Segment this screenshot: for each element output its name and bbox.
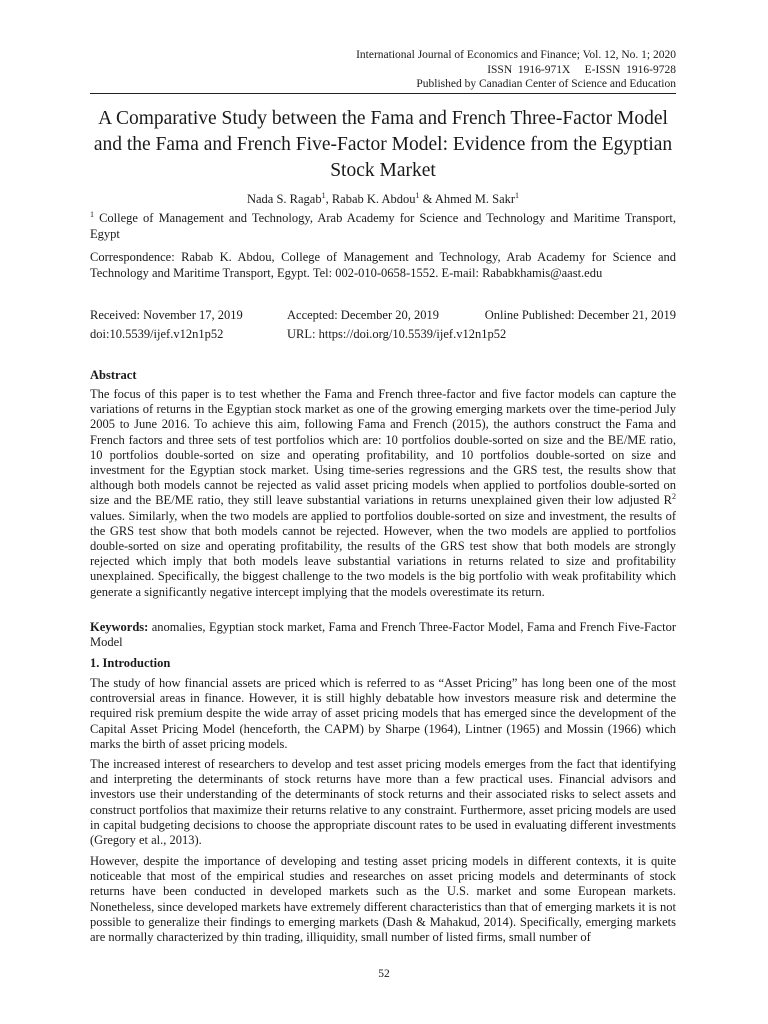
intro-paragraph-3: However, despite the importance of developing and testing asset pricing models in different contexts, it is quite noticeable that most of the empirical studies and researches on asset pricing models and determinants of stock returns have been conducted in developed markets such as the U.S. market and some European markets. Nonetheless, since developed markets have extremely different characteristics than that of emerging markets it is not possible to generalize their findings to emerging markets (Dash & Mahakud, 2014). Specifically, emerging markets are normally characterized by thin trading, illiquidity, small number of listed firms, small number of (90, 854, 676, 945)
published-date: Online Published: December 21, 2019 (484, 308, 676, 322)
abstract-part-1: The focus of this paper is to test whether the Fama and French three-factor and five factor models can capture the variations of returns in the Egyptian stock market as one of the growing emerging markets over the time-period July 2005 to June 2016. To achieve this aim, following Fama and French (2015), the authors construct the Fama and French factors and three sets of test portfolios which are: 10 portfolios double-sorted on size and the BE/ME ratio, 10 portfolios double-sorted on size and operating profitability, and 10 portfolios double-sorted on size and investment for the Egyptian stock market. Using time-series regressions and the GRS test, the results show that although both models cannot be rejected as valid asset pricing models when applied to portfolios double-sorted on size and the BE/ME ratio, they still leave substantial variations in returns unexplained given their low adjusted R (90, 387, 676, 508)
keywords-text: anomalies, Egyptian stock market, Fama and French Three-Factor Model, Fama and French Five-Factor Model (90, 620, 676, 650)
affiliation-text: College of Management and Technology, Arab Academy for Science and Technology and Maritime Transport, Egypt (90, 211, 676, 241)
author-separator: , (325, 192, 332, 206)
journal-header (356, 48, 676, 92)
abstract-heading: Abstract (90, 368, 137, 382)
publication-dates (90, 307, 676, 345)
journal-name: International Journal of Economics and Finance; Vol. 12, No. 1; 2020 (356, 49, 676, 61)
author-1-affil-marker: 1 (321, 190, 326, 200)
journal-issn: ISSN 1916-971X E-ISSN 1916-9728 (487, 63, 676, 76)
received-date: Received: November 17, 2019 (90, 308, 243, 322)
doi-url-link[interactable]: URL: https://doi.org/10.5539/ijef.v12n1p52 (287, 327, 507, 341)
accepted-date: Accepted: December 20, 2019 (287, 308, 440, 322)
page-number: 52 (378, 968, 390, 980)
journal-publisher: Published by Canadian Center of Science and Education (416, 78, 676, 90)
r-squared-superscript: 2 (672, 492, 676, 502)
correspondence: Correspondence: Rabab K. Abdou, College of Management and Technology, Arab Academy for Science and Technology and Maritime Transport, Egypt. Tel: 002-010-0658-1552. E-mail: Rababkhamis@aast.edu (90, 250, 676, 280)
abstract-text (90, 387, 676, 600)
author-2-affil-marker: 1 (415, 190, 420, 200)
author-separator-amp: & (419, 192, 435, 206)
author-2: Rabab K. Abdou (331, 192, 416, 206)
keywords-label: Keywords: (90, 620, 149, 634)
keywords (90, 620, 676, 650)
intro-paragraph-1: The study of how financial assets are priced which is referred to as “Asset Pricing” has long been one of the most controversial areas in finance. However, it is still highly debatable how investors measure risk and determine the required risk premium despite the wide array of asset pricing models that has emerged since the development of the Capital Asset Pricing Model (henceforth, the CAPM) by Sharpe (1964), Lintner (1965) and Mossin (1966) which marks the birth of asset pricing models. (90, 676, 676, 751)
abstract-part-2: values. Similarly, when the two models are applied to portfolios double-sorted on size and investment, the results of the GRS test show that both models cannot be rejected. However, when the two models are applied to portfolios double-sorted on size and operating profitability, the results of the GRS test show that both models are strongly rejected which imply that both models leave substantial variations in returns related to size and profitability unexplained. Specifically, the biggest challenge to the two models is the big portfolio with weak profitability which generate a significantly negative intercept implying that the models overestimate its return. (90, 508, 676, 599)
author-1: Nada S. Ragab (246, 192, 322, 206)
affiliation (90, 211, 676, 242)
introduction-heading: 1. Introduction (90, 656, 171, 670)
paper-title: A Comparative Study between the Fama and French Three-Factor Model and the Fama and French Five-Factor Model: Evidence from the Egyptian Stock Market (93, 108, 673, 181)
author-3-affil-marker: 1 (515, 190, 520, 200)
header-rule (90, 93, 676, 94)
affiliation-marker: 1 (90, 209, 94, 219)
author-3: Ahmed M. Sakr (434, 192, 516, 206)
intro-paragraph-2: The increased interest of researchers to develop and test asset pricing models emerges from the fact that identifying and interpreting the determinants of stock returns have more than a few practical uses. Financial advisors and investors use their understanding of the determinants of stock returns and their associated risks to select assets and construct portfolios that maximize their returns relative to any constraint. Furthermore, asset pricing models are used in capital budgeting decisions to choose the appropriate discount rates to be used in evaluating different investments (Gregory et al., 2013). (90, 757, 676, 848)
doi: doi:10.5539/ijef.v12n1p52 (90, 327, 224, 341)
author-list (90, 191, 676, 207)
